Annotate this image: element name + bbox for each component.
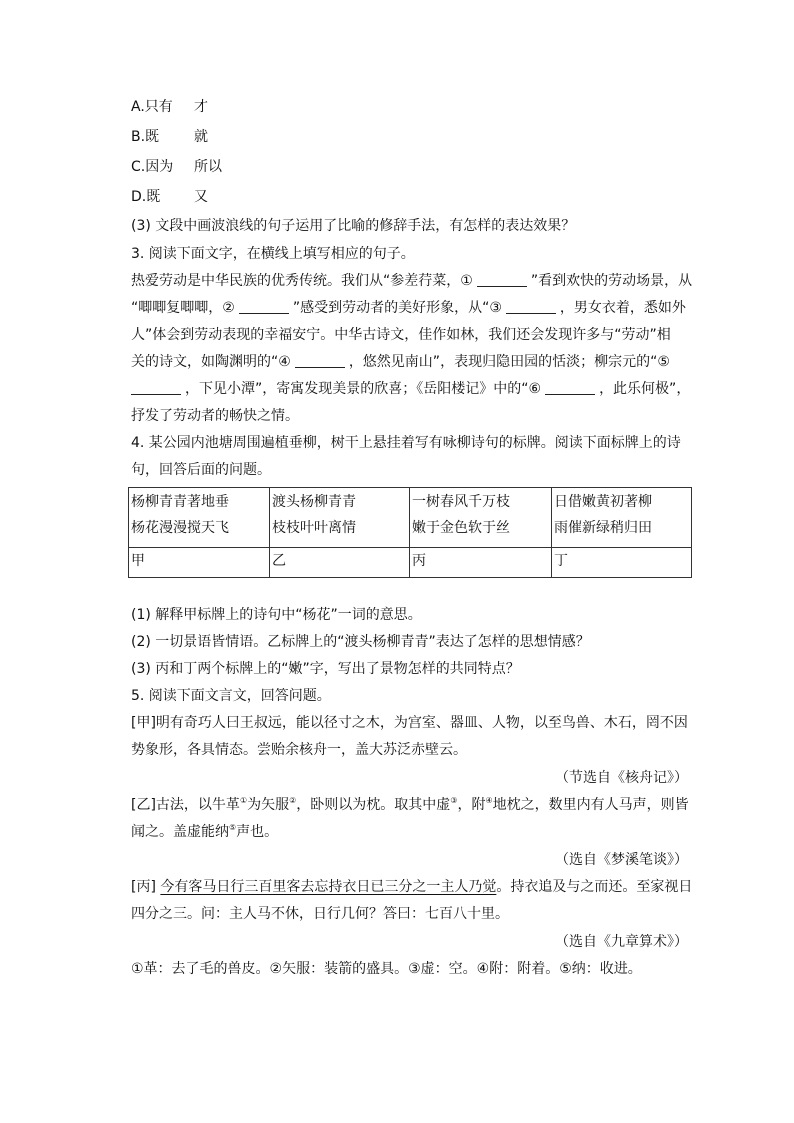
question-4-sub-3: (3) 丙和丁两个标牌上的“嫩”字，写出了景物怎样的共同特点？: [131, 661, 520, 677]
poem-signs-table: [128, 487, 692, 578]
poem-line: 嫩于金色软于丝: [412, 520, 510, 536]
question-4-sub-2: (2) 一切景语皆情语。乙标牌上的“渡头杨柳青青”表达了怎样的思想情感？: [131, 634, 590, 650]
fill-blank[interactable]: [239, 299, 289, 314]
sign-poem-yi: [270, 488, 410, 548]
text: 声也。: [236, 824, 279, 840]
question-5-title: 5. 阅读下面文言文，回答问题。: [131, 688, 331, 704]
fill-blank[interactable]: [295, 353, 345, 368]
text: [乙]古法，以牛革: [131, 797, 240, 813]
option-b: [131, 127, 208, 147]
footnote-mark: ④: [485, 796, 493, 805]
text: 关的诗文，如陶渊明的“④: [131, 354, 291, 370]
option-value: 所以: [194, 159, 222, 175]
option-key: A.只有: [131, 99, 173, 115]
poem-line: 日借嫩黄初著柳: [554, 494, 652, 510]
table-row: [129, 548, 692, 578]
passage-jia-line: [甲]明有奇巧人曰王叔远，能以径寸之木，为宫室、器皿、人物，以至鸟兽、木石，罔不因: [131, 715, 688, 731]
text: ，男女衣着，悉如外: [559, 300, 686, 316]
poem-line: 雨催新绿稍归田: [554, 520, 652, 536]
option-value: 才: [194, 99, 208, 115]
option-c: [131, 157, 222, 177]
question-3-line: [131, 271, 692, 291]
footnote-mark: ⑤: [229, 823, 237, 832]
sign-label: 丙: [410, 548, 552, 578]
poem-line: 一树春风千万枝: [412, 494, 510, 510]
question-3-line: [131, 298, 686, 318]
fill-blank[interactable]: [506, 299, 556, 314]
sign-poem-ding: [552, 488, 692, 548]
text: ，此乐何极”，: [599, 381, 691, 397]
poem-line: 杨花漫漫搅天飞: [131, 520, 229, 536]
option-value: 就: [194, 129, 208, 145]
option-key: D.既: [131, 189, 161, 205]
sign-poem-jia: [129, 488, 270, 548]
sign-label: 乙: [270, 548, 410, 578]
footnote-mark: ①: [239, 796, 248, 805]
text: 。持衣追及与之而还。至家视日: [496, 879, 693, 895]
text: ，悠然见南山”，表现归隐田园的恬淡；柳宗元的“⑤: [348, 354, 670, 370]
fill-blank[interactable]: [477, 272, 527, 287]
question-3-line: 人”体会到劳动表现的幸福安宁。中华古诗文，佳作如林，我们还会发现许多与“劳动”相: [131, 327, 671, 343]
source-citation: （节选自《核舟记》）: [555, 770, 688, 786]
footnote-mark: ②: [289, 796, 297, 805]
question-3-title: 3. 阅读下面文字，在横线上填写相应的句子。: [131, 246, 415, 262]
text: ，卧则以为枕。取其中虚: [296, 797, 451, 813]
underlined-sentence: 今有客马日行三百里客去忘持衣日已三分之一主人乃觉: [160, 879, 497, 895]
text: 地枕之，数里内有人马声，则皆: [492, 797, 689, 813]
text: 为矢服: [247, 797, 290, 813]
question-3-line: [131, 352, 670, 372]
passage-yi-line: [131, 822, 278, 842]
footnote-mark: ③: [450, 796, 458, 805]
question-2-part-3: (3) 文段中画波浪线的句子运用了比喻的修辞手法，有怎样的表达效果？: [131, 218, 576, 234]
passage-bing-line: 四分之三。问：主人马不休，日行几何？答曰：七百八十里。: [131, 906, 509, 922]
option-a: [131, 97, 208, 117]
text: 热爱劳动是中华民族的优秀传统。我们从“参差荇菜，①: [131, 273, 473, 289]
option-value: 又: [194, 189, 208, 205]
passage-jia-line: 势象形，各具情态。尝贻余核舟一，盖大苏泛赤壁云。: [131, 742, 467, 758]
fill-blank[interactable]: [131, 380, 181, 395]
question-3-line: [131, 379, 690, 399]
table-row: [129, 488, 692, 548]
text: [丙]: [131, 879, 161, 895]
poem-line: 枝枝叶叶离情: [272, 520, 356, 536]
source-citation: （选自《梦溪笔谈》）: [555, 852, 688, 868]
passage-bing-line: [131, 877, 692, 897]
text: “唧唧复唧唧，②: [131, 300, 235, 316]
option-d: [131, 187, 208, 207]
text: ，附: [457, 797, 486, 813]
poem-line: 渡头杨柳青青: [272, 494, 356, 510]
passage-yi-line: [131, 795, 689, 815]
question-4-title-cont: 句，回答后面的问题。: [131, 462, 271, 478]
text: ”看到欢快的劳动场景，从: [530, 273, 693, 289]
text: ，下见小潭”，寄寓发现美景的欣喜；《岳阳楼记》中的“⑥: [185, 381, 542, 397]
question-3-line: 抒发了劳动者的畅快之情。: [131, 408, 299, 424]
option-key: B.既: [131, 129, 160, 145]
question-4-sub-1: (1) 解释甲标牌上的诗句中“杨花”一词的意思。: [131, 607, 422, 623]
footnotes: ①革：去了毛的兽皮。②矢服：装箭的盛具。③虚：空。④附：附着。⑤纳：收进。: [131, 961, 642, 977]
text: ”感受到劳动者的美好形象，从“③: [292, 300, 502, 316]
text: 闻之。盖虚能纳: [131, 824, 229, 840]
option-key: C.因为: [131, 159, 174, 175]
sign-poem-bing: [410, 488, 552, 548]
source-citation: （选自《九章算术》）: [555, 934, 688, 950]
poem-line: 杨柳青青著地垂: [131, 494, 229, 510]
sign-label: 丁: [552, 548, 692, 578]
fill-blank[interactable]: [545, 380, 595, 395]
sign-label: 甲: [129, 548, 270, 578]
question-4-title: 4. 某公园内池塘周围遍植垂柳，树干上悬挂着写有咏柳诗句的标牌。阅读下面标牌上的诗: [131, 435, 681, 451]
